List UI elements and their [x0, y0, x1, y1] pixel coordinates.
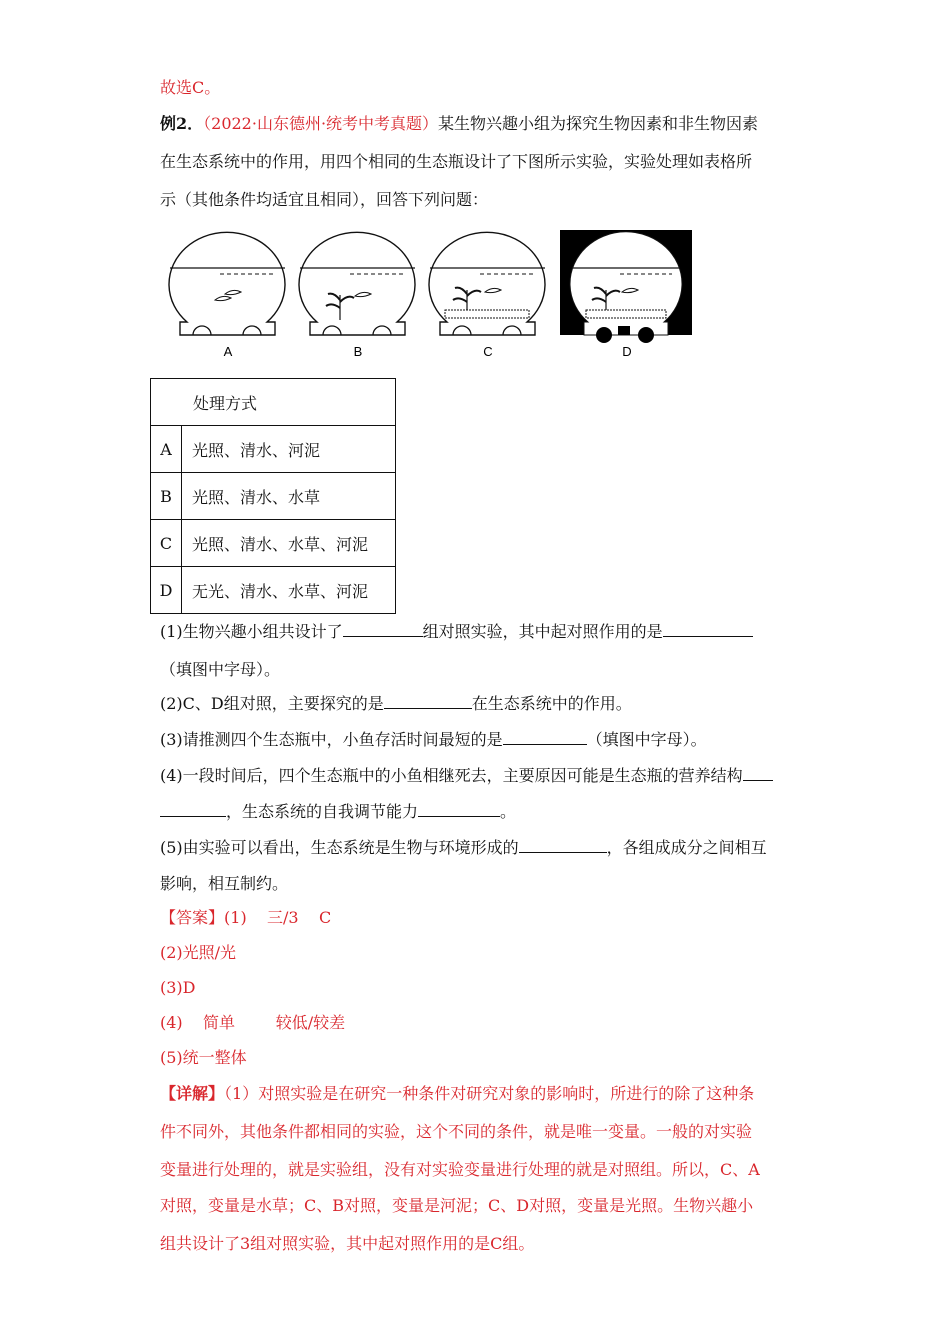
table-cell-value: 光照、清水、水草: [182, 473, 396, 520]
question-1-text-b: 组对照实验，其中起对照作用的是: [422, 622, 663, 641]
question-3-line: [160, 730, 707, 750]
example-label: 例2．: [160, 114, 204, 133]
question-1-text-a: (1)生物兴趣小组共设计了: [160, 622, 343, 641]
detail-tag: 【详解】: [160, 1084, 225, 1103]
detail-line-1: [160, 1084, 754, 1104]
eco-bottle-figure: [165, 230, 695, 365]
table-row: [151, 567, 396, 614]
table-cell-value: 光照、清水、河泥: [182, 426, 396, 473]
example-line-3: 示（其他条件均适宜且相同），回答下列问题：: [160, 190, 489, 209]
example-line-1: [160, 114, 758, 134]
figure-label-a: A: [223, 344, 233, 359]
bottle-a-illustration: [169, 232, 285, 335]
answer-blank: [743, 766, 773, 781]
answer-blank: [418, 802, 500, 817]
question-4-text-b: ，生态系统的自我调节能力: [226, 802, 419, 821]
question-1-line-1: [160, 622, 753, 642]
question-2-text-a: (2)C、D组对照，主要探究的是: [160, 694, 384, 713]
table-cell-value: 无光、清水、水草、河泥: [182, 567, 396, 614]
table-header-row: [151, 379, 396, 426]
table-cell-value: 光照、清水、水草、河泥: [182, 520, 396, 567]
detail-text-1: （1）对照实验是在研究一种条件对研究对象的影响时，所进行的除了这种条: [224, 1084, 755, 1103]
treatment-table: [150, 378, 396, 614]
table-row: [151, 426, 396, 473]
table-header: 处理方式: [151, 379, 396, 426]
question-5-line-2: 影响，相互制约。: [160, 874, 289, 893]
table-cell-key: B: [151, 473, 182, 520]
question-4-line-1: [160, 766, 773, 786]
question-5-text-a: (5)由实验可以看出，生态系统是生物与环境形成的: [160, 838, 519, 857]
answer-3: (3)D: [160, 978, 196, 997]
answer-tag: 【答案】: [160, 908, 225, 927]
detail-line-5: 组共设计了3组对照实验，其中起对照作用的是C组。: [160, 1234, 535, 1253]
answer-blank: [663, 622, 753, 637]
answer-blank: [503, 730, 587, 745]
example-text-1: 某生物兴趣小组为探究生物因素和非生物因素: [438, 114, 759, 133]
figure-label-b: B: [353, 344, 363, 359]
answer-4: (4) 简单 较低/较差: [160, 1013, 346, 1032]
question-5-line-1: [160, 838, 767, 858]
bottle-c-illustration: [429, 232, 545, 335]
answer-blank: [160, 802, 226, 817]
detail-line-2: 件不同外，其他条件都相同的实验，这个不同的条件，就是唯一变量。一般的对实验: [160, 1122, 753, 1141]
question-3-text-b: （填图中字母）。: [586, 730, 707, 749]
detail-line-4: 对照，变量是水草；C、B对照，变量是河泥；C、D对照，变量是光照。生物兴趣小: [160, 1196, 754, 1215]
question-4-line-2: [160, 802, 516, 822]
answer-5: (5)统一整体: [160, 1048, 247, 1067]
table-row: [151, 520, 396, 567]
figure-label-d: D: [622, 344, 632, 359]
question-4-text-a: (4)一段时间后，四个生态瓶中的小鱼相继死去，主要原因可能是生态瓶的营养结构: [160, 766, 743, 785]
question-2-text-b: 在生态系统中的作用。: [471, 694, 632, 713]
question-1-line-2: （填图中字母）。: [160, 660, 281, 679]
question-4-text-c: 。: [500, 802, 517, 821]
question-5-text-b: ，各组成成分之间相互: [606, 838, 767, 857]
table-cell-key: D: [151, 567, 182, 614]
answer-1: (1) 三/3 C: [224, 908, 332, 927]
example-source: （2022·山东德州·统考中考真题）: [203, 114, 439, 133]
answer-line-1: [160, 908, 331, 928]
bottle-d-illustration: [560, 230, 692, 343]
table-cell-key: C: [151, 520, 182, 567]
answer-blank: [519, 838, 607, 853]
question-2-line: [160, 694, 632, 714]
table-row: [151, 473, 396, 520]
conclusion-line: 故选C。: [160, 78, 221, 97]
figure-label-c: C: [483, 344, 493, 359]
detail-line-3: 变量进行处理的，就是实验组，没有对实验变量进行处理的就是对照组。所以，C、A: [160, 1160, 760, 1179]
answer-2: (2)光照/光: [160, 943, 237, 962]
question-3-text-a: (3)请推测四个生态瓶中，小鱼存活时间最短的是: [160, 730, 503, 749]
bottle-b-illustration: [299, 232, 415, 335]
example-line-2: 在生态系统中的作用，用四个相同的生态瓶设计了下图所示实验，实验处理如表格所: [160, 152, 753, 171]
answer-blank: [343, 622, 423, 637]
answer-blank: [384, 694, 472, 709]
table-cell-key: A: [151, 426, 182, 473]
